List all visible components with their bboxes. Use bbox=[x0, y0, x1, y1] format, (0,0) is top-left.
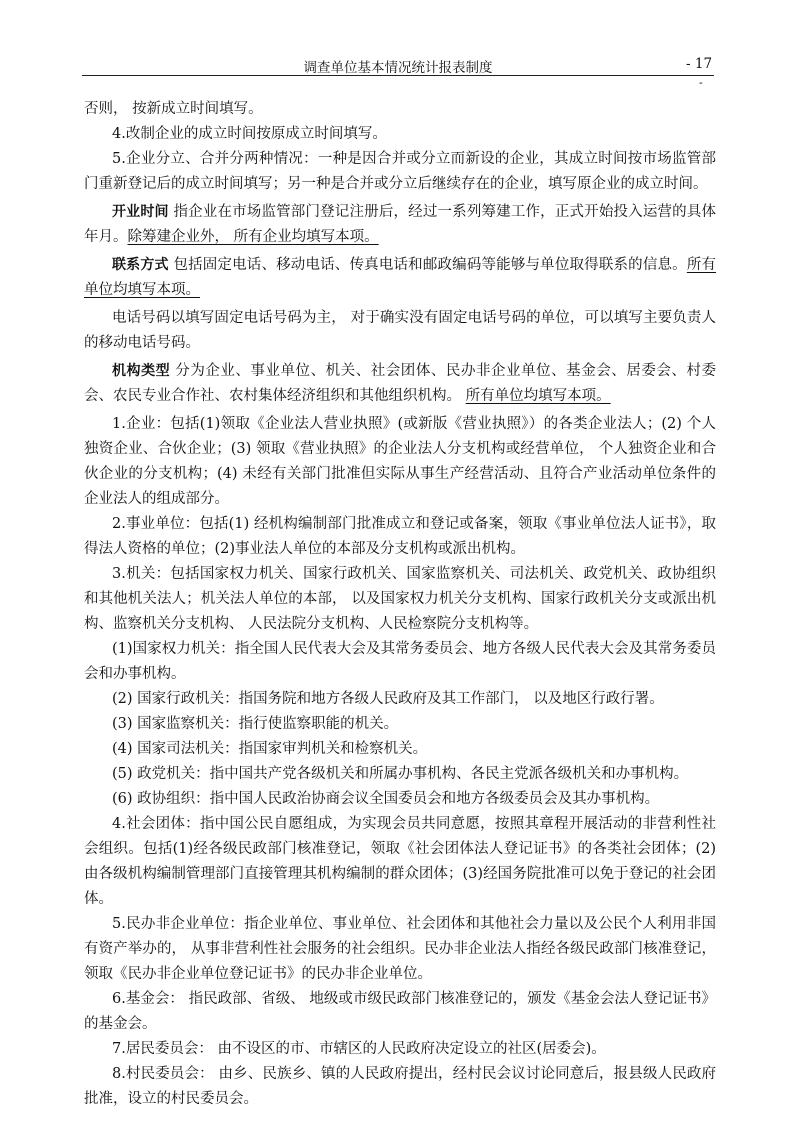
underlined-note: 所有单位均填写本项。 bbox=[465, 388, 611, 404]
underlined-note: 除筹建企业外， 所有企业均填写本项。 bbox=[127, 229, 379, 245]
header-title: 调查单位基本情况统计报表制度 bbox=[303, 60, 493, 76]
paragraph: 5.企业分立、合并分两种情况：一种是因合并或分立而新设的企业，其成立时间按市场监管部门重新登记后的成立时间填写；另一种是合并或分立后继续存在的企业，填写原企业的成立时间。 bbox=[84, 151, 716, 192]
paragraph: 4.改制企业的成立时间按原成立时间填写。 bbox=[112, 126, 387, 142]
header-rule bbox=[82, 75, 714, 76]
document-body bbox=[84, 97, 716, 1112]
page-number: - 17 bbox=[686, 56, 713, 72]
paragraph: 5.民办非企业单位：指企业单位、事业单位、社会团体和其他社会力量以及公民个人利用非国有资产举办的， 从事非营利性社会服务的社会组织。民办非企业法人指经各级民政部门核准登记，领取《民办非企业单位登记证书》的民办非企业单位。 bbox=[84, 916, 716, 982]
paragraph: 8.村民委员会： 由乡、民族乡、镇的人民政府提出，经村民会议讨论同意后，报县级人民政府批准，设立的村民委员会。 bbox=[84, 1066, 716, 1107]
term-label: 开业时间 bbox=[112, 204, 169, 220]
definition-paragraph bbox=[84, 359, 716, 409]
paragraph: 3.机关：包括国家权力机关、国家行政机关、国家监察机关、司法机关、政党机关、政协组织和其他机关法人；机关法人单位的本部， 以及国家权力机关分支机构、国家行政机关分支或派出机构、监察机关分支机构、 人民法院分支机构、人民检察院分支机构等。 bbox=[84, 566, 716, 632]
underlined-note: 所有单位均填写本项。 bbox=[84, 257, 717, 298]
definition-text: 指企业在市场监管部门登记注册后，经过一系列筹建工作，正式开始投入运营的具体年月。 bbox=[84, 204, 717, 245]
paragraph: (2) 国家行政机关：指国务院和地方各级人民政府及其工作部门， 以及地区行政行署。 bbox=[112, 691, 664, 707]
definition-text: 分为企业、事业单位、机关、社会团体、民办非企业单位、基金会、居委会、村委会、农民专业合作社、农村集体经济组织和其他组织机构。 bbox=[84, 363, 716, 404]
definition-paragraph bbox=[84, 200, 716, 250]
paragraph: 6.基金会： 指民政部、省级、 地级或市级民政部门核准登记的，颁发《基金会法人登记证书》的基金会。 bbox=[84, 991, 716, 1032]
paragraph: 电话号码以填写固定电话号码为主， 对于确实没有固定电话号码的单位，可以填写主要负责人的移动电话号码。 bbox=[84, 310, 716, 351]
paragraph: (1)国家权力机关：指全国人民代表大会及其常务委员会、地方各级人民代表大会及其常务委员会和办事机构。 bbox=[84, 641, 716, 682]
paragraph: (4) 国家司法机关：指国家审判机关和检察机关。 bbox=[112, 741, 428, 757]
page-number-dash: - bbox=[699, 76, 703, 89]
paragraph: (3) 国家监察机关：指行使监察职能的机关。 bbox=[112, 716, 399, 732]
paragraph: (5) 政党机关：指中国共产党各级机关和所属办事机构、各民主党派各级机关和办事机构。 bbox=[112, 766, 689, 782]
paragraph: 1.企业：包括(1)领取《企业法人营业执照》(或新版《营业执照》）的各类企业法人；(2) 个人独资企业、合伙企业；(3) 领取《营业执照》的企业法人分支机构或经营单位， 个人独资企业和合伙企业的分支机构；(4) 未经有关部门批准但实际从事生产经营活动、且符合产业活动单位条件的企业法人的组成部分。 bbox=[84, 416, 716, 507]
paragraph: 7.居民委员会： 由不设区的市、市辖区的人民政府决定设立的社区(居委会)。 bbox=[112, 1041, 606, 1057]
definition-text: 包括固定电话、移动电话、传真电话和邮政编码等能够与单位取得联系的信息。 bbox=[168, 257, 687, 273]
paragraph: 2.事业单位：包括(1) 经机构编制部门批准成立和登记或备案，领取《事业单位法人证书》，取得法人资格的单位；(2)事业法人单位的本部及分支机构或派出机构。 bbox=[84, 516, 716, 557]
term-label: 联系方式 bbox=[112, 257, 169, 273]
definition-paragraph bbox=[84, 253, 716, 303]
paragraph: (6) 政协组织：指中国人民政治协商会议全国委员会和地方各级委员会及其办事机构。 bbox=[112, 791, 660, 807]
paragraph: 4.社会团体：指中国公民自愿组成，为实现会员共同意愿，按照其章程开展活动的非营利性社会组织。包括(1)经各级民政部门核准登记，领取《社会团体法人登记证书》的各类社会团体；(2)由各级机构编制管理部门直接管理其机构编制的群众团体；(3)经国务院批准可以免于登记的社会团体。 bbox=[84, 816, 716, 907]
paragraph: 否则， 按新成立时间填写。 bbox=[84, 101, 263, 117]
term-label: 机构类型 bbox=[112, 363, 171, 379]
